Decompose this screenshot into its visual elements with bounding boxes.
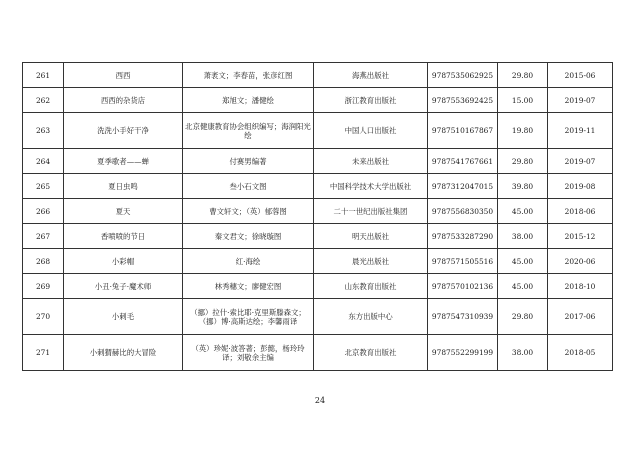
cell-publisher: 晨光出版社 (314, 249, 428, 274)
table-row (23, 199, 613, 224)
cell-isbn: 9787547310939 (428, 299, 498, 335)
cell-date: 2015-06 (548, 63, 613, 88)
cell-title: 西西的杂货店 (64, 88, 183, 113)
cell-title: 香喷喷的节日 (64, 224, 183, 249)
cell-price: 45.00 (498, 274, 548, 299)
table-row (23, 274, 613, 299)
cell-title: 夏季歌者——蝉 (64, 149, 183, 174)
cell-publisher: 中国科学技术大学出版社 (314, 174, 428, 199)
cell-number: 262 (23, 88, 64, 113)
cell-number: 270 (23, 299, 64, 335)
cell-publisher: 未来出版社 (314, 149, 428, 174)
cell-author: （英）珍妮·波答著；彭懿，杨玲玲译；刘敬余主编 (183, 335, 314, 371)
cell-price: 19.80 (498, 113, 548, 149)
cell-date: 2019-08 (548, 174, 613, 199)
cell-isbn: 9787312047015 (428, 174, 498, 199)
cell-date: 2015-12 (548, 224, 613, 249)
table-row (23, 174, 613, 199)
cell-date: 2018-10 (548, 274, 613, 299)
cell-author: 郑旭文；潘健绘 (183, 88, 314, 113)
cell-price: 15.00 (498, 88, 548, 113)
cell-isbn: 9787510167867 (428, 113, 498, 149)
cell-publisher: 浙江教育出版社 (314, 88, 428, 113)
table-row (23, 224, 613, 249)
cell-publisher: 东方出版中心 (314, 299, 428, 335)
cell-isbn: 9787570102136 (428, 274, 498, 299)
cell-isbn: 9787571505516 (428, 249, 498, 274)
cell-isbn: 9787535062925 (428, 63, 498, 88)
cell-date: 2019-11 (548, 113, 613, 149)
table-row (23, 299, 613, 335)
cell-price: 29.80 (498, 63, 548, 88)
cell-number: 267 (23, 224, 64, 249)
cell-author: 萧袤文；李春苗，张彦红图 (183, 63, 314, 88)
cell-price: 29.80 (498, 299, 548, 335)
cell-author: 红·海绘 (183, 249, 314, 274)
cell-number: 264 (23, 149, 64, 174)
cell-number: 269 (23, 274, 64, 299)
cell-number: 266 (23, 199, 64, 224)
cell-publisher: 北京教育出版社 (314, 335, 428, 371)
cell-publisher: 海燕出版社 (314, 63, 428, 88)
table-row (23, 63, 613, 88)
table-row (23, 149, 613, 174)
cell-title: 小刺猬赫比的大冒险 (64, 335, 183, 371)
cell-publisher: 二十一世纪出版社集团 (314, 199, 428, 224)
cell-title: 夏日虫鸣 (64, 174, 183, 199)
cell-publisher: 中国人口出版社 (314, 113, 428, 149)
page-number: 24 (314, 396, 326, 405)
cell-title: 小彩帽 (64, 249, 183, 274)
table-row (23, 88, 613, 113)
cell-author: 林秀穗文；廖健宏图 (183, 274, 314, 299)
cell-date: 2020-06 (548, 249, 613, 274)
cell-title: 小刺毛 (64, 299, 183, 335)
table-row (23, 335, 613, 371)
cell-author: 曹文轩文；（英）郁蓉图 (183, 199, 314, 224)
cell-price: 45.00 (498, 199, 548, 224)
cell-author: 秦文君文；徐晓璇图 (183, 224, 314, 249)
cell-author: （挪）拉什·索比耶·克里斯滕森文；（挪）博·高斯达绘；李馨雨译 (183, 299, 314, 335)
cell-number: 268 (23, 249, 64, 274)
cell-title: 洗洗小手好干净 (64, 113, 183, 149)
cell-isbn: 9787533287290 (428, 224, 498, 249)
cell-price: 38.00 (498, 335, 548, 371)
cell-title: 小丑·兔子·魔术师 (64, 274, 183, 299)
cell-title: 夏天 (64, 199, 183, 224)
cell-publisher: 明天出版社 (314, 224, 428, 249)
cell-isbn: 9787552299199 (428, 335, 498, 371)
table-row (23, 249, 613, 274)
cell-number: 261 (23, 63, 64, 88)
book-list-table (22, 62, 613, 371)
cell-date: 2018-06 (548, 199, 613, 224)
cell-price: 38.00 (498, 224, 548, 249)
cell-isbn: 9787541767661 (428, 149, 498, 174)
cell-date: 2018-05 (548, 335, 613, 371)
cell-date: 2019-07 (548, 149, 613, 174)
cell-publisher: 山东教育出版社 (314, 274, 428, 299)
cell-price: 29.80 (498, 149, 548, 174)
cell-date: 2017-06 (548, 299, 613, 335)
cell-author: 叁小石文图 (183, 174, 314, 199)
table-row (23, 113, 613, 149)
cell-isbn: 9787556830350 (428, 199, 498, 224)
cell-isbn: 9787553692425 (428, 88, 498, 113)
cell-price: 39.80 (498, 174, 548, 199)
cell-author: 付赛男编著 (183, 149, 314, 174)
cell-author: 北京健康教育协会组织编写；海润阳光绘 (183, 113, 314, 149)
cell-number: 271 (23, 335, 64, 371)
cell-title: 西西 (64, 63, 183, 88)
cell-number: 265 (23, 174, 64, 199)
cell-price: 45.00 (498, 249, 548, 274)
cell-number: 263 (23, 113, 64, 149)
cell-date: 2019-07 (548, 88, 613, 113)
